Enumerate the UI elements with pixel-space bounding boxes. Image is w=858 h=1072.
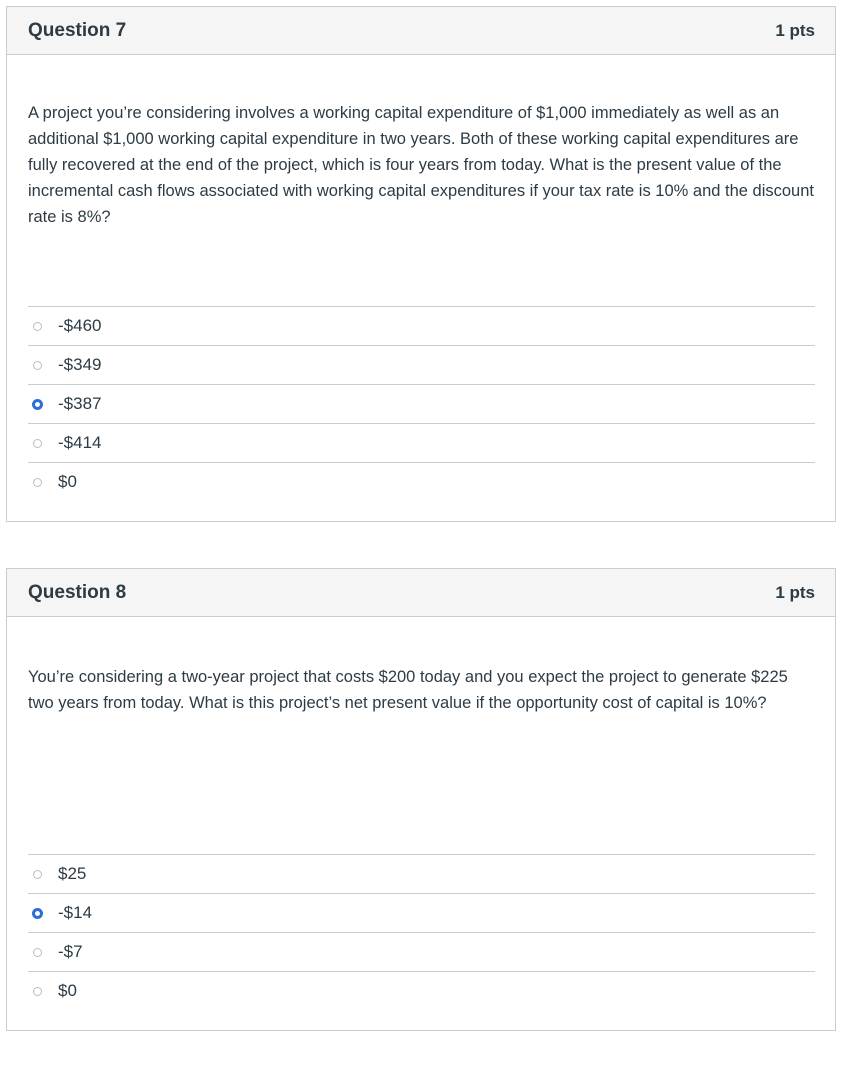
answer-label: -$414 [58,433,102,452]
radio-button[interactable] [33,987,42,996]
answer-option[interactable] [28,854,815,893]
question-text: A project you’re considering involves a working capital expenditure of $1,000 immediately as well as an additional $1,000 working capital expenditure in two years. Both of these working capital expenditures are fully recovered at the end of the project, which is four years from today. What is the present value of the incremental cash flows associated with working capital expenditures if your tax rate is 10% and the discount rate is 8%? [28,104,814,226]
radio-button[interactable] [33,322,42,331]
radio-button[interactable] [33,948,42,957]
radio-button-selected[interactable] [32,399,43,410]
answer-label: -$7 [58,942,83,961]
answer-option[interactable] [28,971,815,1010]
question-8-card [6,568,836,1031]
question-points: 1 pts [775,582,815,602]
answer-label: -$349 [58,355,102,374]
answer-list [28,854,815,1010]
answer-label: -$460 [58,316,102,335]
answer-option[interactable] [28,423,815,462]
question-title: Question 7 [28,19,127,41]
answer-label: -$387 [58,394,102,413]
radio-button[interactable] [33,361,42,370]
answer-list [28,306,815,501]
question-text: You’re considering a two-year project that costs $200 today and you expect the project to generate $225 two years from today. What is this project’s net present value if the opportunity cost of capital is 10%? [28,668,788,712]
answer-label: $0 [58,472,77,491]
question-title: Question 8 [28,581,127,603]
answer-label: $0 [58,981,77,1000]
radio-button-selected[interactable] [32,908,43,919]
answer-option[interactable] [28,306,815,345]
answer-label: -$14 [58,903,93,922]
question-header [7,569,835,617]
answer-option[interactable] [28,932,815,971]
answer-option[interactable] [28,345,815,384]
radio-button[interactable] [33,478,42,487]
answer-option[interactable] [28,893,815,932]
question-7-card [6,6,836,522]
answer-option[interactable] [28,384,815,423]
answer-option[interactable] [28,462,815,501]
answer-label: $25 [58,864,87,883]
radio-button[interactable] [33,870,42,879]
radio-button[interactable] [33,439,42,448]
question-points: 1 pts [775,20,815,40]
question-header [7,7,835,55]
